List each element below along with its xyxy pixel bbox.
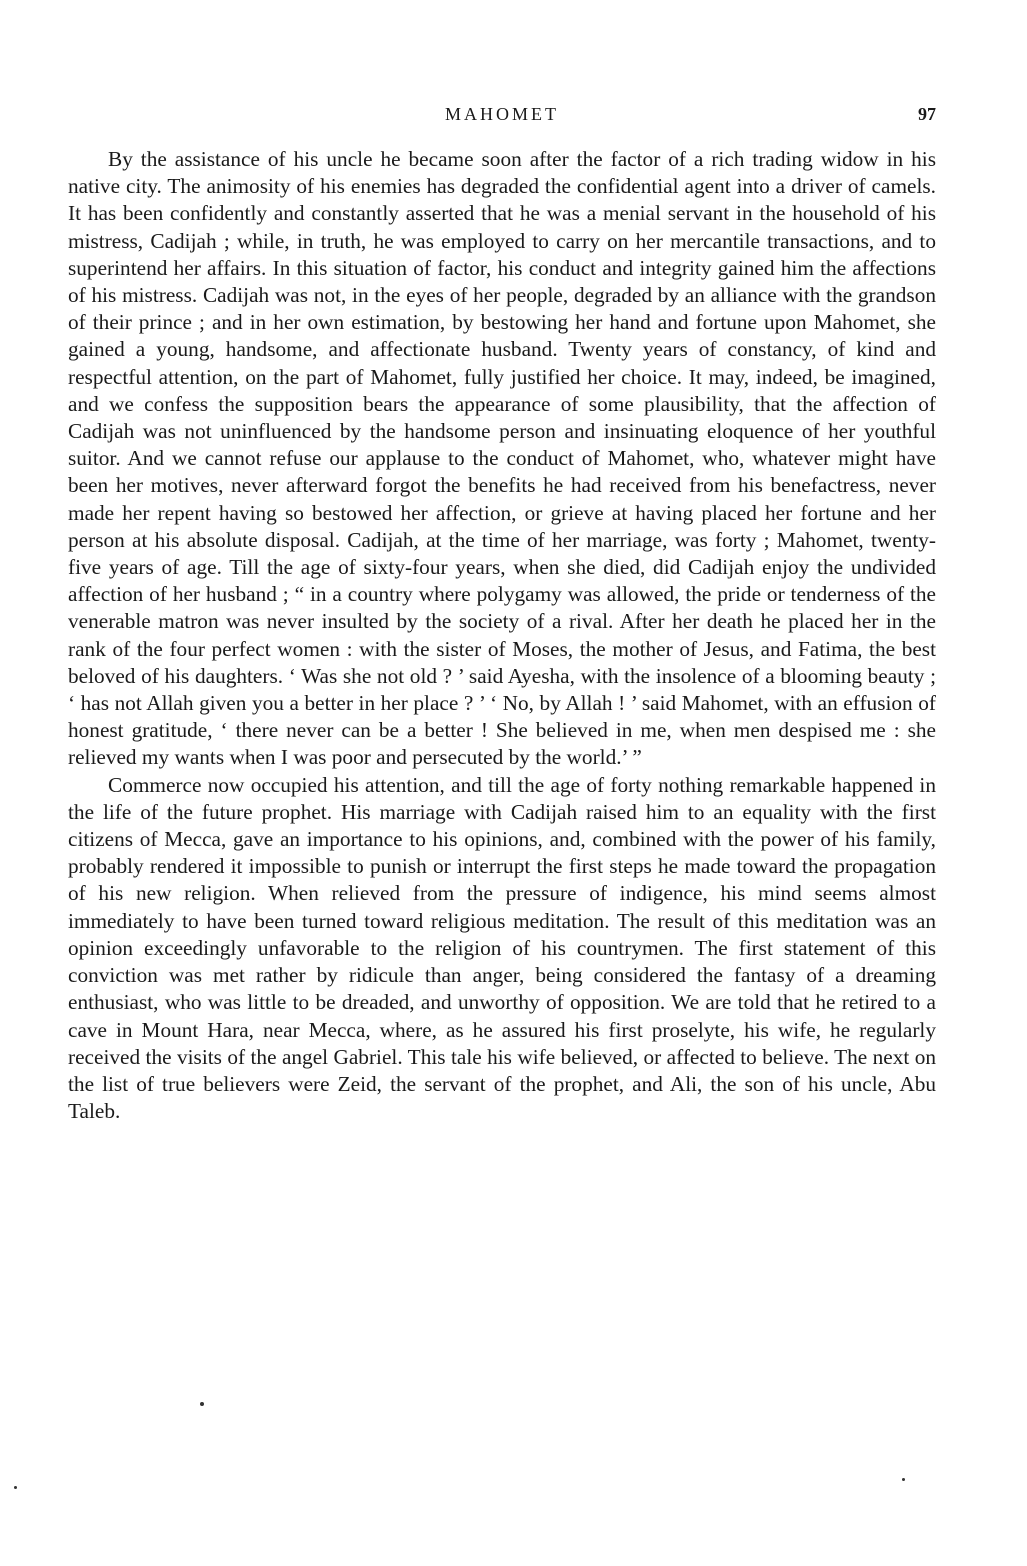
stray-ink-mark: [200, 1402, 204, 1406]
running-head: [68, 100, 936, 132]
running-title: MAHOMET: [445, 104, 559, 124]
paragraph-1: By the assistance of his uncle he became soon after the factor of a rich trading widow in his native city. The animosity of his enemies has degraded the confidential agent into a driver of camels. It has been confidently and constantly asserted that he was a menial servant in the household of his mistress, Cadijah ; while, in truth, he was employed to carry on her mercantile transactions, and to superintend her affairs. In this situation of factor, his conduct and integrity gained him the affections of his mistress. Cadijah was not, in the eyes of her people, degraded by an alliance with the grandson of their prince ; and in her own estimation, by bestowing her hand and fortune upon Mahomet, she gained a young, handsome, and affectionate husband. Twenty years of constancy, of kind and respectful attention, on the part of Mahomet, fully justified her choice. It may, indeed, be imagined, and we confess the supposition bears the appearance of some plausibility, that the affection of Cadijah was not uninfluenced by the handsome person and insinuating eloquence of her youthful suitor. And we cannot refuse our applause to the conduct of Mahomet, who, whatever might have been her motives, never afterward forgot the benefits he had received from his benefactress, never made her repent having so bestowed her affection, or grieve at having placed her fortune and her person at his absolute disposal. Cadijah, at the time of her marriage, was forty ; Mahomet, twenty-five years of age. Till the age of sixty-four years, when she died, did Cadijah enjoy the undivided affection of her husband ; “ in a country where polygamy was allowed, the pride or tenderness of the venerable matron was never insulted by the society of a rival. After her death he placed her in the rank of the four perfect women : with the sister of Moses, the mother of Jesus, and Fatima, the best beloved of his daughters. ‘ Was she not old ? ’ said Ayesha, with the insolence of a blooming beauty ; ‘ has not Allah given you a better in her place ? ’ ‘ No, by Allah ! ’ said Mahomet, with an effusion of honest gratitude, ‘ there never can be a better ! She believed in me, when men despised me : she relieved my wants when I was poor and persecuted by the world.’ ”: [68, 147, 936, 770]
body-text: [68, 146, 936, 1125]
stray-ink-mark: [14, 1486, 17, 1489]
page-number: 97: [918, 104, 936, 124]
stray-ink-mark: [902, 1478, 905, 1481]
paragraph-2: Commerce now occupied his attention, and till the age of forty nothing remarkable happened in the life of the future prophet. His marriage with Cadijah raised him to an equality with the first citizens of Mecca, gave an importance to his opinions, and, combined with the power of his family, probably rendered it impossible to punish or interrupt the first steps he made toward the propagation of his new religion. When relieved from the pressure of indigence, his mind seems almost immediately to have been turned toward religious meditation. The result of this meditation was an opinion exceedingly unfavorable to the religion of his countrymen. The first statement of this conviction was met rather by ridicule than anger, being considered the fantasy of a dreaming enthusiast, who was little to be dreaded, and unworthy of opposition. We are told that he retired to a cave in Mount Hara, near Mecca, where, as he assured his first proselyte, his wife, he regularly received the visits of the angel Gabriel. This tale his wife believed, or affected to believe. The next on the list of true believers were Zeid, the servant of the prophet, and Ali, the son of his uncle, Abu Taleb.: [68, 772, 936, 1124]
